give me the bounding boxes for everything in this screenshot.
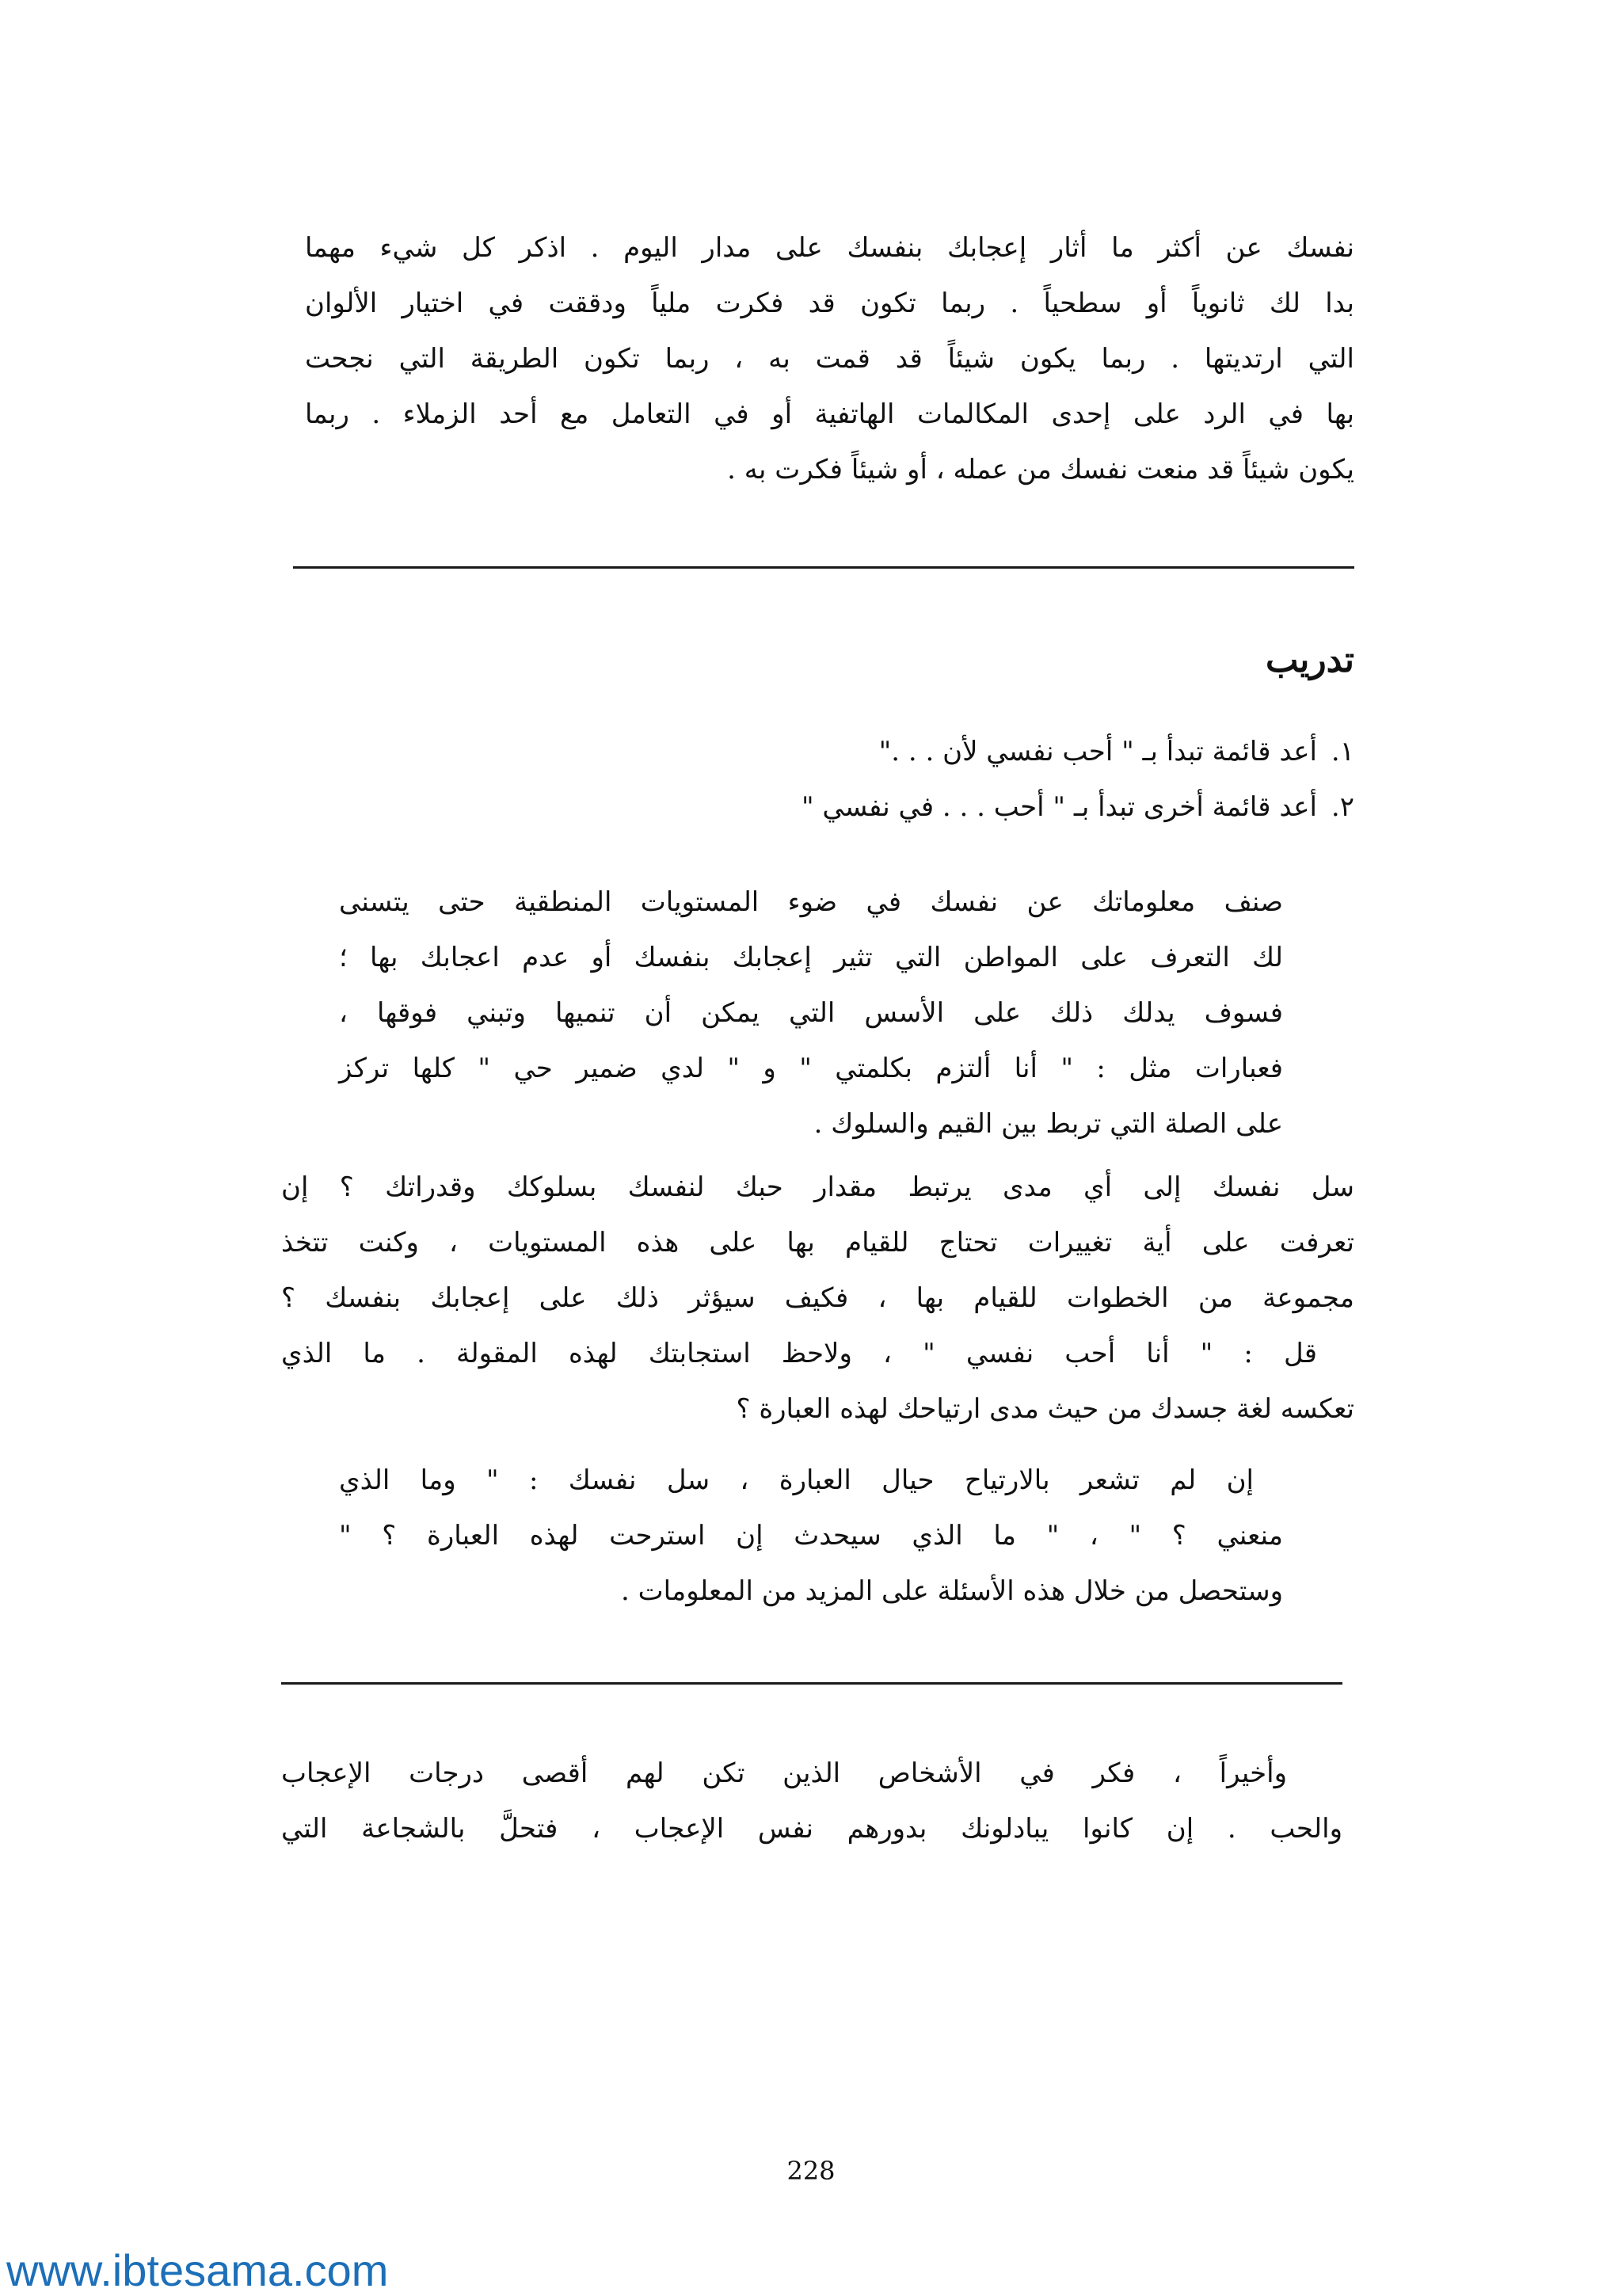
exercise-heading: تدريب <box>1265 640 1354 680</box>
paragraph-line: تعرفت على أية تغييرات تحتاج للقيام بها على هذه المستويات ، وكنت تتخذ <box>281 1227 1354 1258</box>
paragraph-line: يكون شيئاً قد منعت نفسك من عمله ، أو شيئاً فكرت به . <box>727 454 1354 485</box>
paragraph-line: إن لم تشعر بالارتياح حيال العبارة ، سل نفسك : " وما الذي <box>339 1464 1254 1496</box>
page-number: 228 <box>786 2156 836 2186</box>
divider-rule <box>281 1682 1342 1685</box>
exercise-item-2 <box>801 791 1354 823</box>
paragraph-line: والحب . إن كانوا يبادلونك بدورهم نفس الإعجاب ، فتحلَّ بالشجاعة التي <box>281 1813 1342 1845</box>
paragraph-line: بدا لك ثانوياً أو سطحياً . ربما تكون قد فكرت ملياً ودققت في اختيار الألوان <box>305 287 1354 319</box>
paragraph-line: نفسك عن أكثر ما أثار إعجابك بنفسك على مدار اليوم . اذكر كل شيء مهما <box>305 232 1354 264</box>
item-number: ١. <box>1331 736 1354 767</box>
item-number: ٢. <box>1331 791 1354 823</box>
watermark-link[interactable]: www.ibtesama.com <box>6 2245 389 2295</box>
paragraph-line: فسوف يدلك ذلك على الأسس التي يمكن أن تنميها وتبني فوقها ، <box>339 997 1283 1029</box>
divider-rule <box>293 566 1354 569</box>
paragraph-line: تعكسه لغة جسدك من حيث مدى ارتياحك لهذه العبارة ؟ <box>736 1393 1354 1425</box>
paragraph-line: صنف معلوماتك عن نفسك في ضوء المستويات المنطقية حتى يتسنى <box>339 886 1283 918</box>
paragraph-line: فعبارات مثل : " أنا ألتزم بكلمتي " و " لدي ضمير حي " كلها تركز <box>339 1053 1283 1084</box>
paragraph-line: منعني ؟ " ، " ما الذي سيحدث إن استرحت لهذه العبارة ؟ " <box>339 1520 1283 1552</box>
paragraph-line: بها في الرد على إحدى المكالمات الهاتفية أو في التعامل مع أحد الزملاء . ربما <box>305 398 1354 430</box>
item-text: أعد قائمة تبدأ بـ " أحب نفسي لأن . . ." <box>878 736 1317 767</box>
item-text: أعد قائمة أخرى تبدأ بـ " أحب . . . في نفسي " <box>801 791 1317 823</box>
paragraph-line: مجموعة من الخطوات للقيام بها ، فكيف سيؤثر ذلك على إعجابك بنفسك ؟ <box>281 1282 1354 1314</box>
paragraph-line: قل : " أنا أحب نفسي " ، ولاحظ استجابتك لهذه المقولة . ما الذي <box>281 1338 1317 1369</box>
exercise-item-1 <box>879 738 1354 765</box>
paragraph-line: التي ارتديتها . ربما يكون شيئاً قد قمت به ، ربما تكون الطريقة التي نجحت <box>305 343 1354 375</box>
paragraph-line: وأخيراً ، فكر في الأشخاص الذين تكن لهم أقصى درجات الإعجاب <box>281 1757 1287 1789</box>
paragraph-line: سل نفسك إلى أي مدى يرتبط مقدار حبك لنفسك بسلوكك وقدراتك ؟ إن <box>281 1171 1354 1203</box>
paragraph-line: لك التعرف على المواطن التي تثير إعجابك بنفسك أو عدم اعجابك بها ؛ <box>339 942 1283 973</box>
paragraph-line: على الصلة التي تربط بين القيم والسلوك . <box>813 1108 1283 1140</box>
paragraph-line: وستحصل من خلال هذه الأسئلة على المزيد من المعلومات . <box>621 1575 1283 1607</box>
